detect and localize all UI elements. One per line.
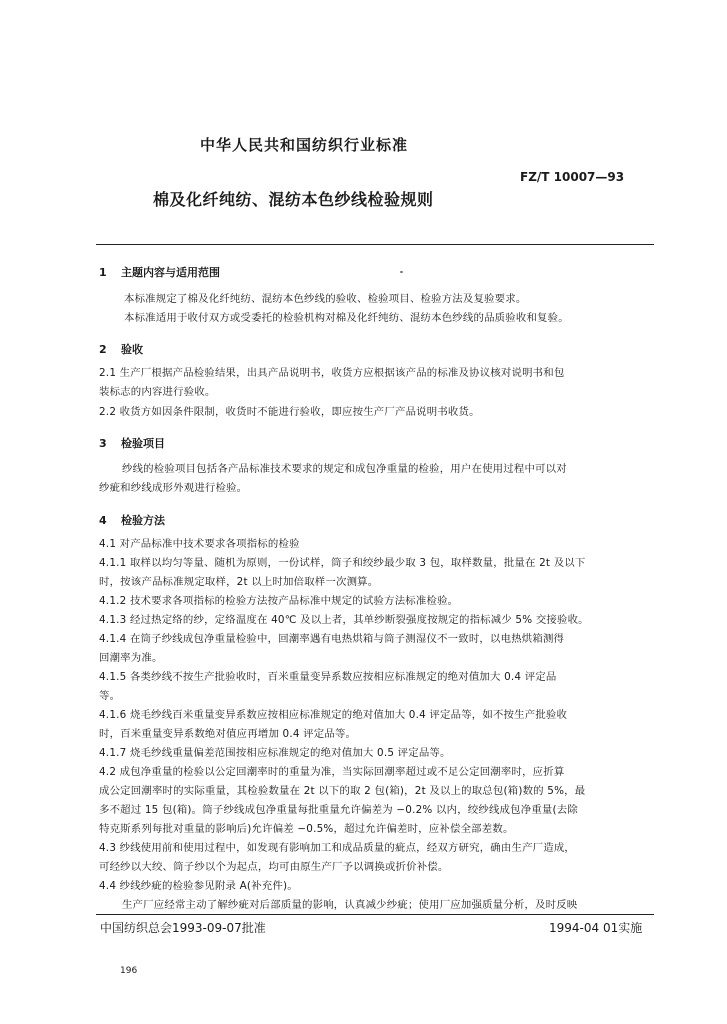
- clause-4-2-cont: 多不超过 15 包(箱)。筒子纱线成包净重量每批重量允许偏差为 −0.2% 以内，绞纱线成包净重量(去除: [99, 804, 578, 816]
- footer-divider: [96, 914, 654, 915]
- section-4-heading: [99, 512, 165, 528]
- clause-4-4: 4.4 纱线纱疵的检验参见附录 A(补充件)。: [99, 880, 298, 892]
- header-divider: [96, 244, 654, 245]
- approval-line: 中国纺织总会1993-09-07批准: [100, 921, 266, 935]
- section-number: 2: [99, 343, 107, 356]
- clause-4-1-6: 4.1.6 烧毛纱线百米重量变异系数应按相应标准规定的绝对值加大 0.4 评定品等，如不按生产批验收: [99, 709, 568, 721]
- paragraph: 本标准规定了棉及化纤纯纺、混纺本色纱线的验收、检验项目、检验方法及复验要求。: [124, 293, 527, 305]
- section-title: 主题内容与适用范围: [121, 266, 220, 279]
- clause-4-1-7: 4.1.7 烧毛纱线重量偏差范围按相应标准规定的绝对值加大 0.5 评定品等。: [99, 747, 451, 759]
- section-number: 1: [99, 266, 107, 279]
- paragraph: 装标志的内容进行验收。: [99, 386, 216, 398]
- paragraph: 本标准适用于收付双方或受委托的检验机构对棉及化纤纯纺、混纺本色纱线的品质验收和复验。: [124, 312, 569, 324]
- clause-4-2: 4.2 成包净重量的检验以公定回潮率时的重量为准，当实际回潮率超过或不足公定回潮率时，应折算: [99, 766, 565, 778]
- document-title: 棉及化纤纯纺、混纺本色纱线检验规则: [153, 190, 434, 209]
- section-3-heading: [99, 435, 165, 451]
- clause-4-1-4-cont: 回潮率为准。: [99, 652, 163, 664]
- clause-4-1-3: 4.1.3 经过热定络的纱，定络温度在 40℃ 及以上者，其单纱断裂强度按规定的指标减少 5% 交接验收。: [99, 614, 589, 626]
- clause-4-1-2: 4.1.2 技术要求各项指标的检验方法按产品标准中规定的试验方法标准检验。: [99, 595, 459, 607]
- section-title: 检验方法: [121, 514, 165, 527]
- clause-4-2-cont: 特克斯系列每批对重量的影响后)允许偏差 −0.5%，超过允许偏差时，应补偿全部差数。: [99, 823, 514, 835]
- clause-4-1-4: 4.1.4 在筒子纱线成包净重量检验中，回潮率遇有电热烘箱与筒子测湿仪不一致时，以电热烘箱测得: [99, 633, 565, 645]
- implementation-date: 1994-04 01实施: [549, 921, 643, 935]
- clause-4-1-5: 4.1.5 各类纱线不按生产批验收时，百米重量变异系数应按相应标准规定的绝对值加大 0.4 评定品: [99, 671, 557, 683]
- section-1-heading: [99, 264, 220, 280]
- paragraph: 2.1 生产厂根据产品检验结果，出具产品说明书，收货方应根据该产品的标准及协议核对说明书和包: [99, 367, 565, 379]
- paragraph: 纱疵和纱线成形外观进行检验。: [99, 482, 248, 494]
- clause-4-1: 4.1 对产品标准中技术要求各项指标的检验: [99, 538, 300, 550]
- clause-4-2-cont: 成公定回潮率时的实际重量，其检验数量在 2t 以下的取 2 包(箱)，2t 及以上的取总包(箱)数的 5%，最: [99, 785, 586, 797]
- section-title: 验收: [121, 343, 143, 356]
- clause-4-1-6-cont: 时，百米重量变异系数绝对值应再增加 0.4 评定品等。: [99, 728, 357, 740]
- paragraph: 纱线的检验项目包括各产品标准技术要求的规定和成包净重量的检验，用户在使用过程中可以对: [122, 463, 567, 475]
- section-title: 检验项目: [121, 437, 165, 450]
- page-number: 196: [120, 966, 138, 976]
- paragraph: 生产厂应经常主动了解纱疵对后部质量的影响，认真减少纱疵；使用厂应加强质量分析，及时反映: [122, 899, 578, 911]
- clause-4-3: 4.3 纱线使用前和使用过程中，如发现有影响加工和成品质量的疵点，经双方研究，确由生产厂造成，: [99, 842, 576, 854]
- section-number: 3: [99, 437, 107, 450]
- issuing-body: 中华人民共和国纺织行业标准: [200, 136, 409, 154]
- scan-speck: [400, 271, 403, 273]
- clause-4-1-1: 4.1.1 取样以均匀等量、随机为原则，一份试样，筒子和绞纱最少取 3 包，取样数量，批量在 2t 及以下: [99, 557, 586, 569]
- standard-code: FZ/T 10007—93: [520, 170, 625, 184]
- section-2-heading: [99, 341, 143, 357]
- clause-4-1-1-cont: 时，按该产品标准规定取样，2t 以上时加倍取样一次测算。: [99, 576, 379, 588]
- clause-4-3-cont: 可经纱以大绞、筒子纱以个为起点，均可由原生产厂予以调换或折价补偿。: [99, 861, 449, 873]
- paragraph: 2.2 收货方如因条件限制，收货时不能进行验收，即应按生产厂产品说明书收货。: [99, 406, 480, 418]
- section-number: 4: [99, 514, 107, 527]
- clause-4-1-5-cont: 等。: [99, 690, 121, 702]
